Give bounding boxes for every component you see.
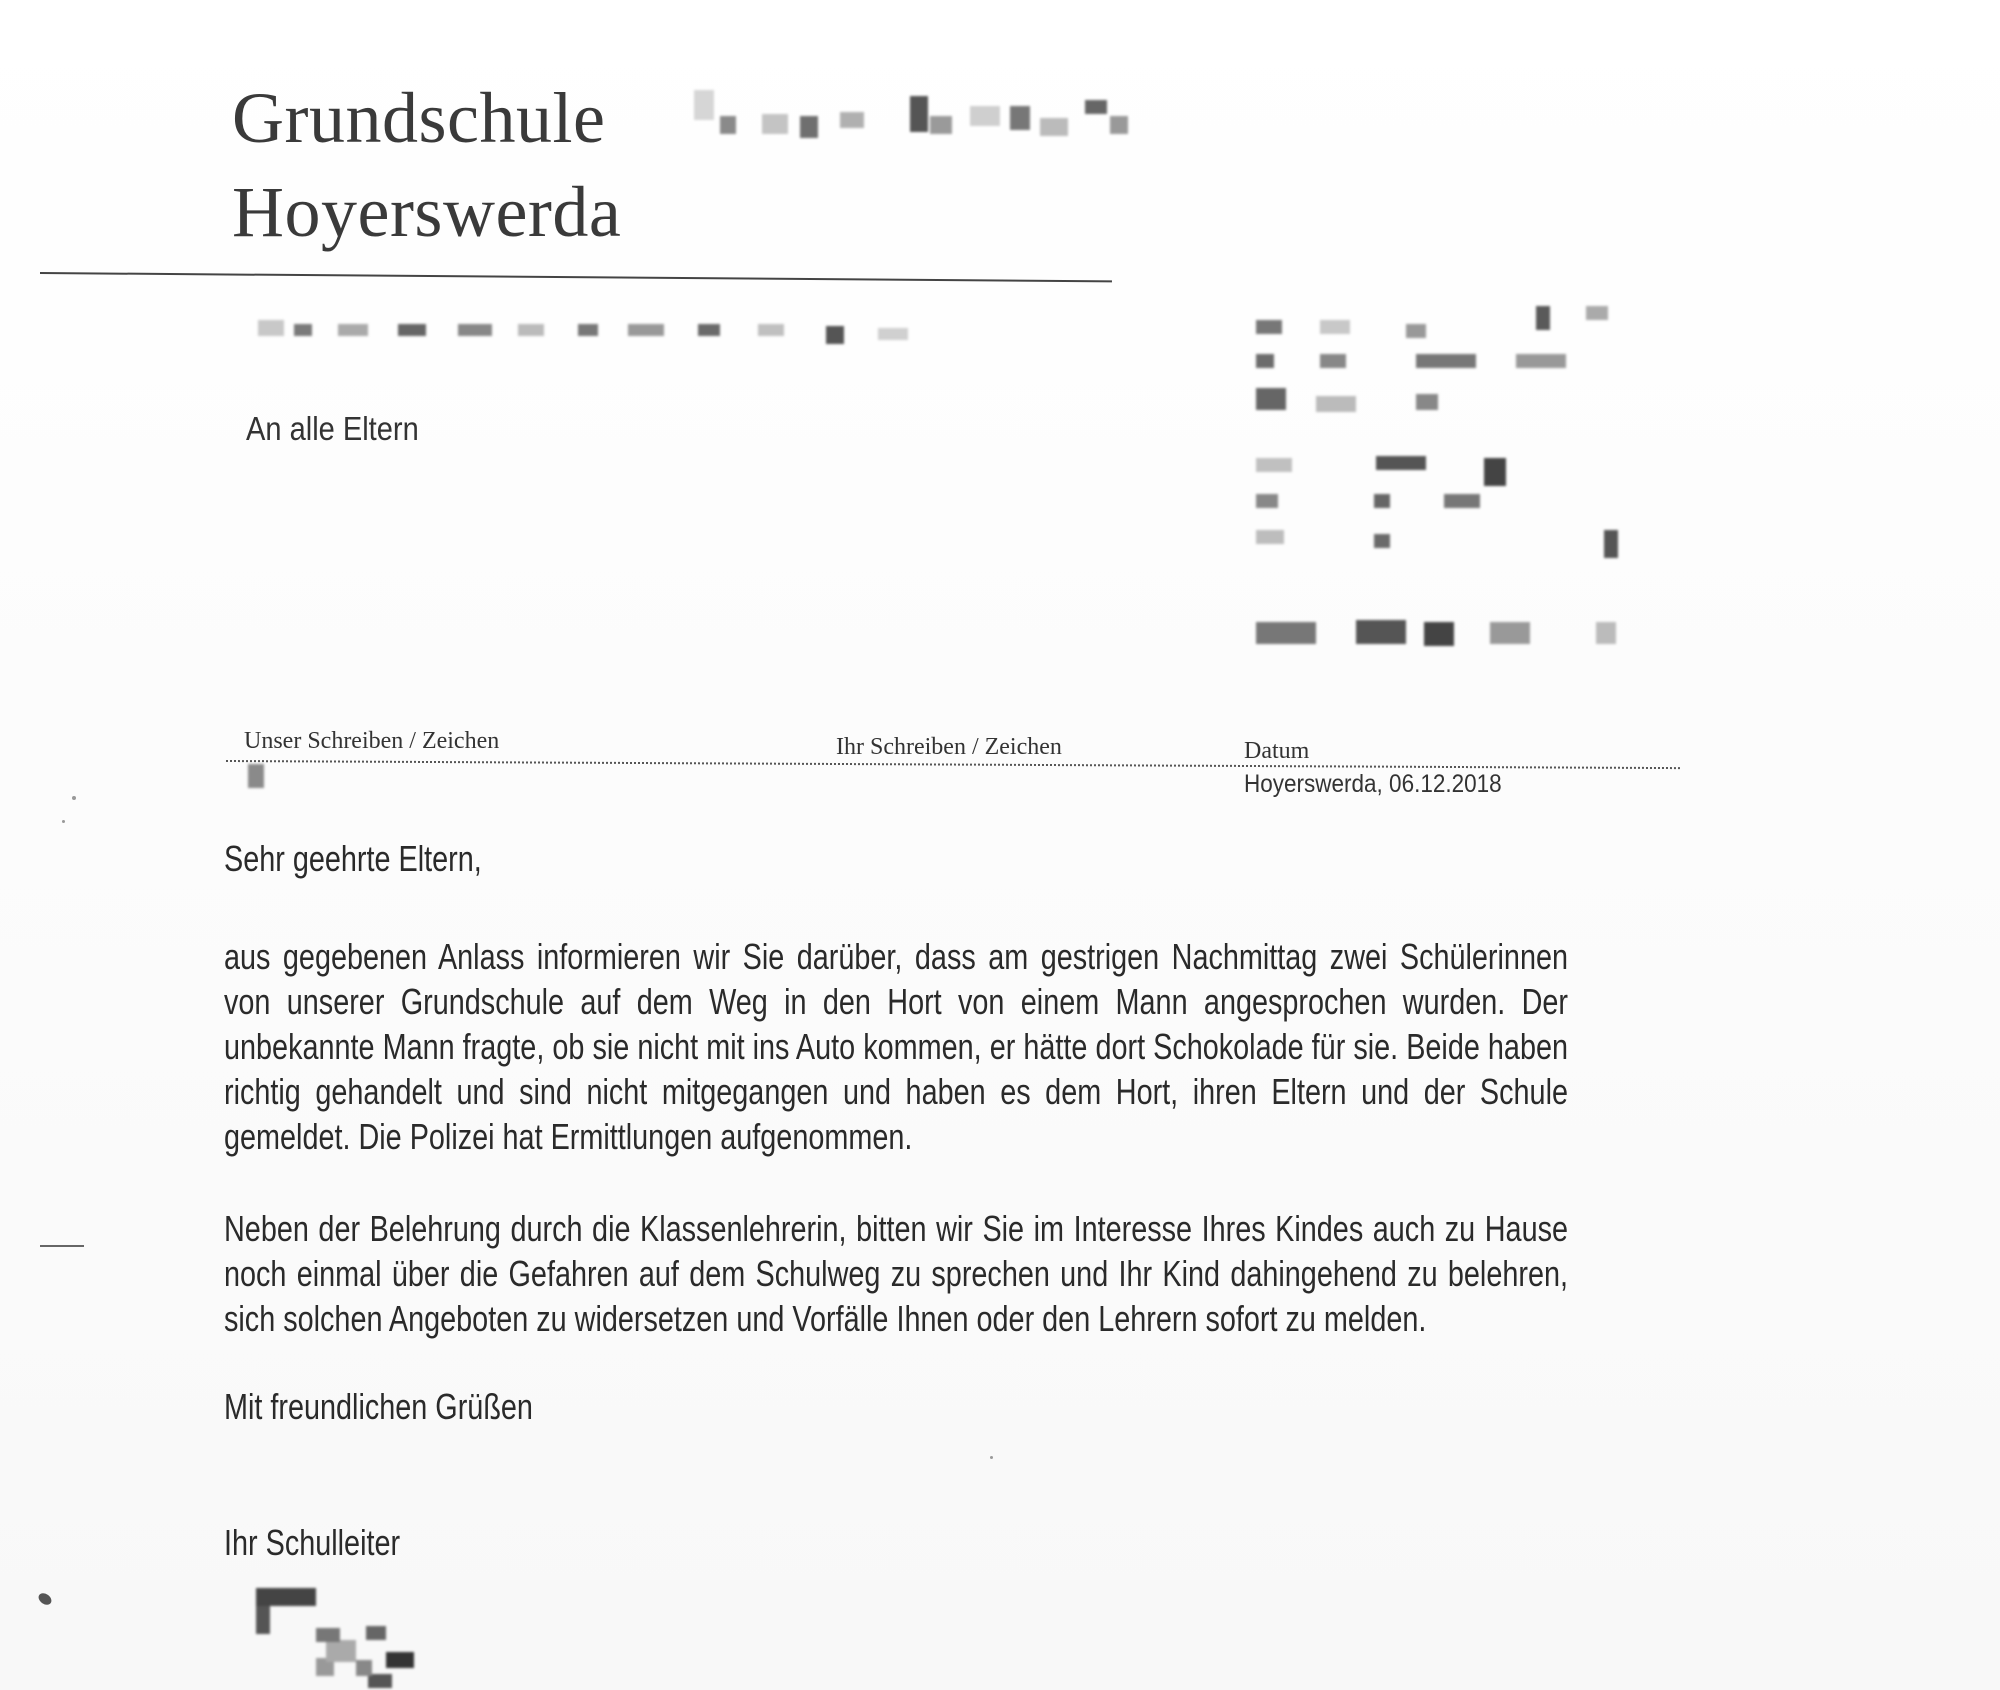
redacted-signature <box>256 1588 446 1690</box>
closing <box>224 1384 1568 1429</box>
date-label: Datum <box>1244 738 1310 764</box>
paragraph-2-text: Neben der Belehrung durch die Klassenlehrerin, bitten wir Sie im Interesse Ihres Kindes auch zu Hause noch einmal über die Gefahren auf dem Schulweg zu sprechen und Ihr Kind dahingehend zu belehren, sich solchen Angeboten zu widersetzen und Vorfälle Ihnen oder den Lehrern sofort zu melden. <box>224 1208 1568 1339</box>
scan-speck <box>62 820 65 823</box>
signer-text: Ihr Schulleiter <box>224 1522 401 1563</box>
redacted-school-name <box>690 86 1130 148</box>
school-name-line1: Grundschule <box>232 78 606 158</box>
our-reference-label: Unser Schreiben / Zeichen <box>244 728 500 754</box>
scan-margin-mark <box>40 1245 84 1247</box>
your-reference-label: Ihr Schreiben / Zeichen <box>836 734 1062 760</box>
signer-title <box>224 1520 1568 1565</box>
redacted-sender-line <box>258 308 918 348</box>
redacted-reference-code <box>248 764 264 788</box>
body-paragraph-1 <box>224 934 1568 1159</box>
closing-text: Mit freundlichen Grüßen <box>224 1386 533 1427</box>
header-divider <box>40 272 1112 282</box>
scan-speck <box>72 796 76 800</box>
scan-speck <box>36 1591 53 1607</box>
reference-divider <box>226 760 1680 769</box>
scan-speck <box>990 1456 993 1459</box>
school-city-line: Hoyerswerda <box>232 172 622 252</box>
recipient-line: An alle Eltern <box>246 410 419 447</box>
salutation-text: Sehr geehrte Eltern, <box>224 838 482 879</box>
date-value: Hoyerswerda, 06.12.2018 <box>1244 770 1502 798</box>
salutation <box>224 836 1568 881</box>
paragraph-1-text: aus gegebenen Anlass informieren wir Sie darüber, dass am gestrigen Nachmittag zwei Schülerinnen von unserer Grundschule auf dem Weg in den Hort von einem Mann angesprochen wurden. Der unbekannte Mann fragte, ob sie nicht mit ins Auto kommen, er hätte dort Schokolade für sie. Beide haben richtig gehandelt und sind nicht mitgegangen und haben es dem Hort, ihren Eltern und der Schule gemeldet. Die Polizei hat Ermittlungen aufgenommen. <box>224 936 1568 1157</box>
body-paragraph-2 <box>224 1206 1568 1341</box>
redacted-contact-block <box>1256 302 1656 662</box>
